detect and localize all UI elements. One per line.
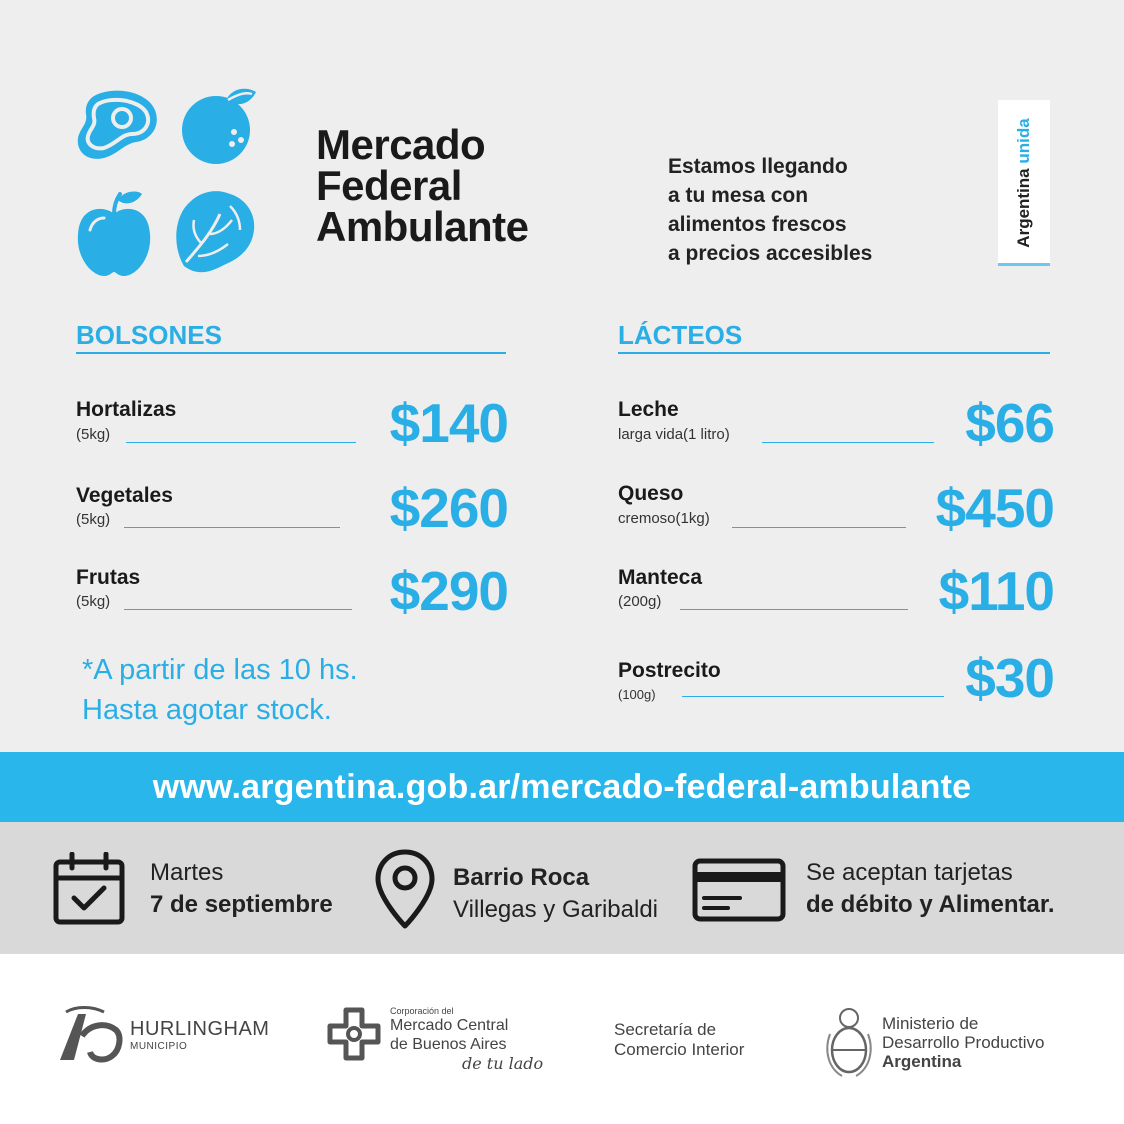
place-info — [453, 862, 658, 926]
footer-logos — [0, 954, 1124, 1124]
secretaria-line-1: Secretaría de — [614, 1020, 717, 1039]
tagline-line-1: Estamos llegando — [668, 155, 848, 178]
website-link[interactable]: www.argentina.gob.ar/mercado-federal-ambulante — [152, 767, 972, 806]
item-line — [124, 527, 340, 528]
item-line — [732, 527, 906, 528]
hurlingham-logo-icon — [56, 1006, 126, 1064]
date-info — [150, 857, 333, 921]
hurlingham-logo-text — [130, 1018, 269, 1052]
title-line-1: Mercado — [316, 121, 486, 168]
item-name-manteca: Manteca — [618, 566, 703, 589]
mercado-line-2: Mercado Central — [390, 1017, 509, 1034]
badge-text-1: Argentina — [1014, 163, 1033, 248]
place-address: Villegas y Garibaldi — [453, 896, 658, 923]
ministerio-line-1: Ministerio de — [882, 1014, 979, 1033]
item-sub-queso: cremoso(1kg) — [618, 510, 710, 527]
item-name-leche: Leche — [618, 398, 679, 421]
mercado-central-logo-icon — [326, 1006, 382, 1062]
item-line — [126, 442, 356, 443]
title-line-2: Federal — [316, 162, 462, 209]
mercado-line-1: Corporación del — [390, 1006, 454, 1016]
date-weekday: Martes — [150, 859, 224, 886]
price-postrecito: $30 — [965, 647, 1054, 709]
tagline-line-2: a tu mesa con — [668, 184, 809, 207]
price-queso: $450 — [935, 477, 1054, 539]
item-name-queso: Queso — [618, 482, 684, 505]
credit-card-icon — [692, 858, 786, 922]
tagline-line-3: alimentos frescos — [668, 213, 847, 236]
secretaria-line-2: Comercio Interior — [614, 1040, 745, 1059]
hurlingham-name: HURLINGHAM — [130, 1018, 270, 1040]
place-name: Barrio Roca — [453, 864, 590, 891]
availability-note — [82, 650, 358, 730]
apple-icon — [76, 190, 152, 278]
badge-text — [1014, 118, 1034, 247]
lacteos-heading: LÁCTEOS — [618, 320, 743, 350]
mercado-line-3: de Buenos Aires — [390, 1036, 507, 1053]
bolsones-heading: BOLSONES — [76, 320, 222, 350]
secretaria-logo — [614, 1020, 744, 1060]
date-day: 7 de septiembre — [150, 891, 333, 918]
title-line-3: Ambulante — [316, 203, 529, 250]
coat-of-arms-icon — [824, 1004, 874, 1080]
price-leche: $66 — [965, 392, 1054, 454]
item-line — [124, 609, 352, 610]
price-hortalizas: $140 — [389, 392, 508, 454]
lacteos-heading-line — [618, 352, 1050, 354]
orange-icon — [180, 86, 260, 166]
item-name-vegetales: Vegetales — [76, 484, 173, 507]
item-line — [762, 442, 934, 443]
url-band — [0, 752, 1124, 822]
item-line — [680, 609, 908, 610]
calendar-icon — [52, 852, 126, 926]
item-name-frutas: Frutas — [76, 566, 141, 589]
mercado-slogan: de tu lado — [462, 1054, 544, 1073]
item-sub-manteca: (200g) — [618, 593, 662, 610]
item-sub-postrecito: (100g) — [618, 687, 656, 702]
payment-line-1: Se aceptan tarjetas — [806, 859, 1013, 886]
mercado-central-text — [390, 1006, 543, 1073]
location-pin-icon — [374, 848, 436, 930]
item-sub-vegetales: (5kg) — [76, 511, 111, 528]
item-sub-frutas: (5kg) — [76, 593, 111, 610]
price-vegetales: $260 — [389, 477, 508, 539]
item-name-postrecito: Postrecito — [618, 659, 721, 682]
price-manteca: $110 — [938, 560, 1054, 622]
lettuce-icon — [170, 186, 260, 280]
tagline-line-4: a precios accesibles — [668, 242, 873, 265]
ministerio-line-3: Argentina — [882, 1052, 962, 1071]
item-name-hortalizas: Hortalizas — [76, 398, 177, 421]
ministerio-logo — [882, 1014, 1045, 1071]
argentina-unida-badge — [998, 100, 1050, 266]
ministerio-line-2: Desarrollo Productivo — [882, 1033, 1045, 1052]
payment-info — [806, 857, 1055, 921]
payment-line-2: de débito y Alimentar. — [806, 891, 1055, 918]
page-title — [316, 121, 529, 250]
meat-icon — [74, 88, 160, 164]
info-band — [0, 822, 1124, 954]
price-frutas: $290 — [389, 560, 508, 622]
note-line-2: Hasta agotar stock. — [82, 694, 332, 726]
note-line-1: *A partir de las 10 hs. — [82, 654, 358, 686]
tagline — [668, 152, 872, 268]
hurlingham-sub: MUNICIPIO — [130, 1041, 188, 1052]
badge-text-2: unida — [1014, 118, 1033, 164]
item-sub-leche: larga vida(1 litro) — [618, 426, 730, 443]
bolsones-heading-line — [76, 352, 506, 354]
item-sub-hortalizas: (5kg) — [76, 426, 111, 443]
item-line — [682, 696, 944, 697]
